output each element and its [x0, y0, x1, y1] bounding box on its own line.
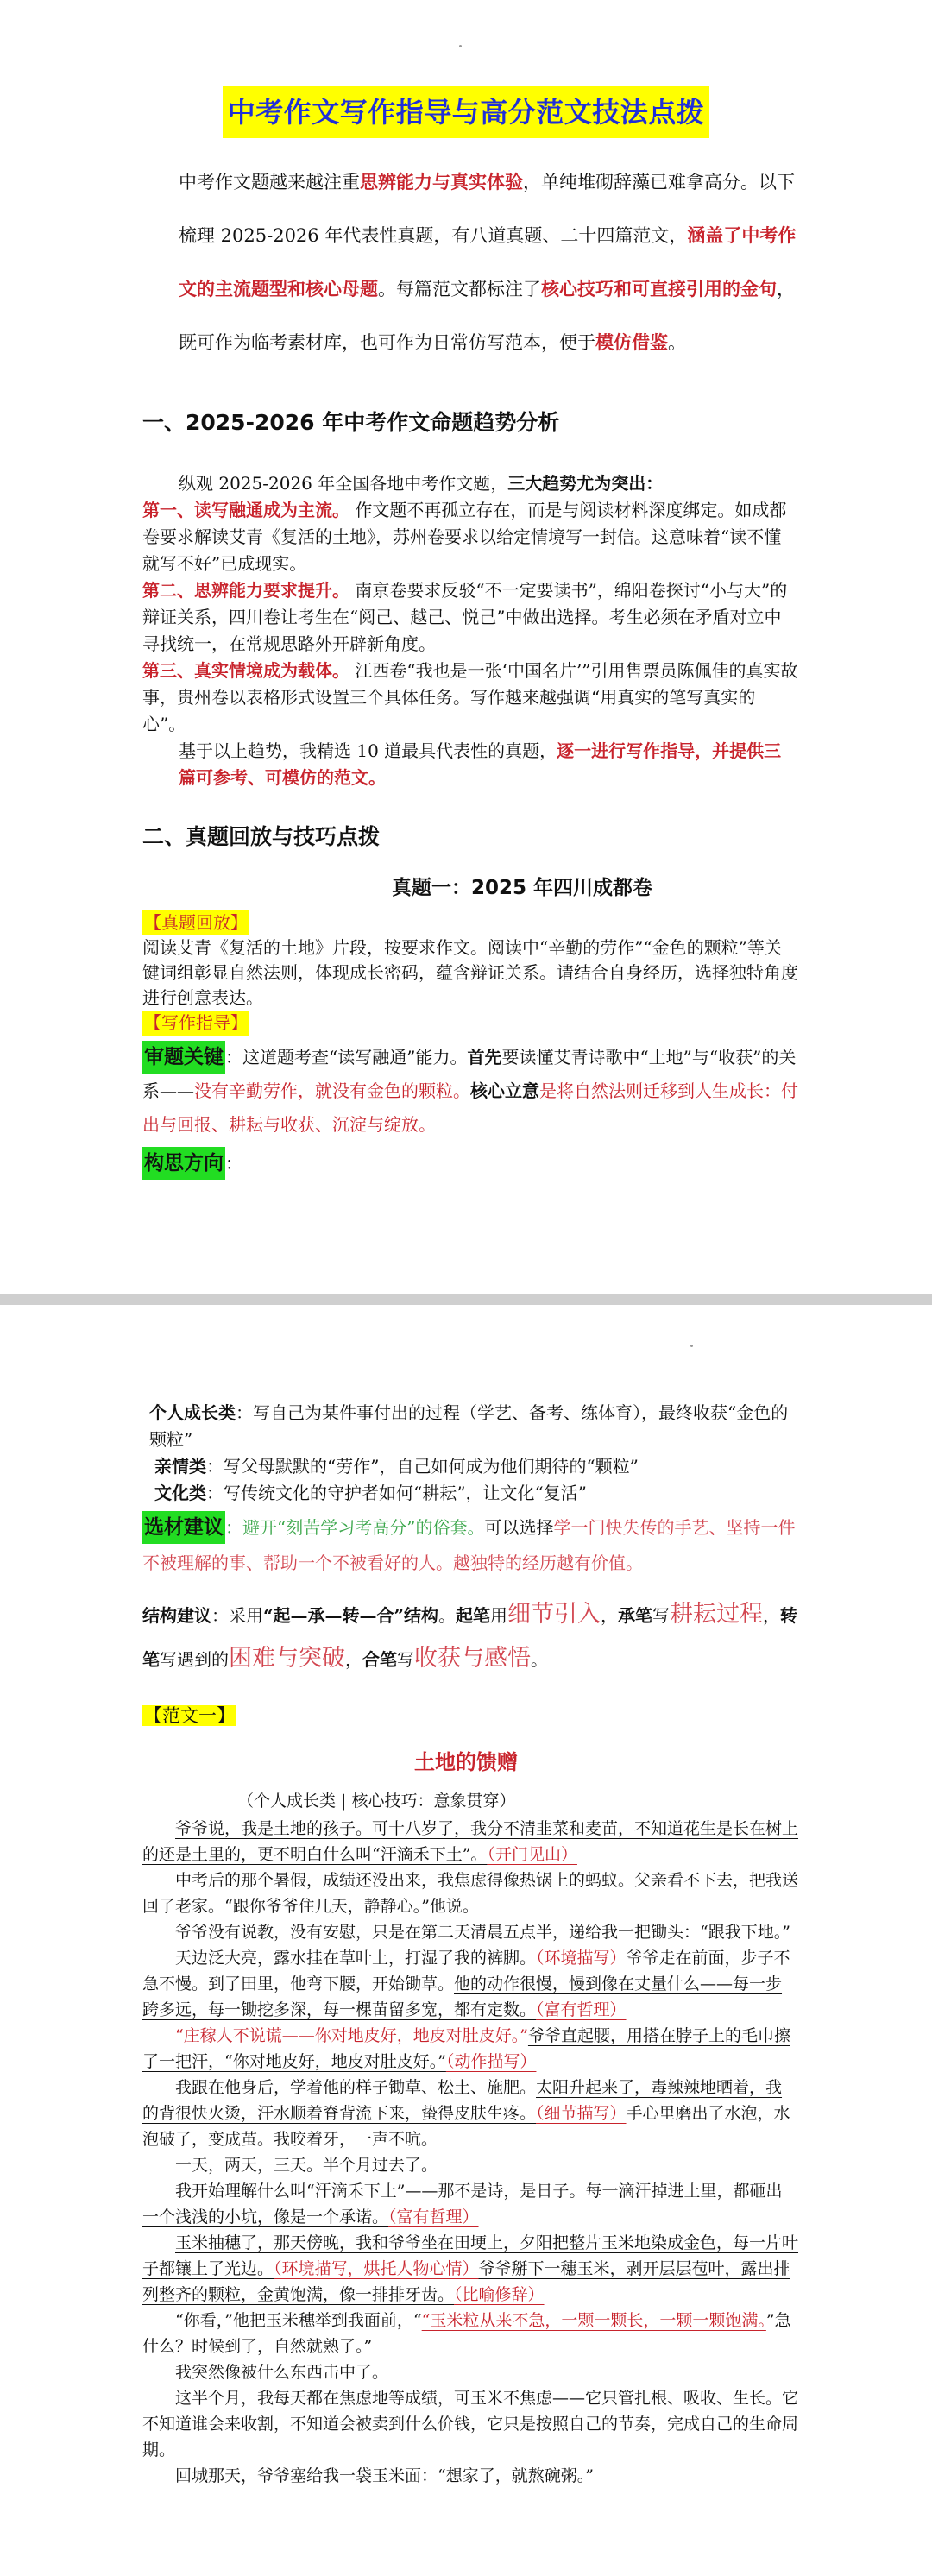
essay-paragraph [142, 2308, 798, 2359]
essay-tag-label: 【范文一】 [144, 1705, 235, 1726]
direction-text: ：写自己为某件事付出的过程（学艺、备考、练体育），最终收获“金色的颗粒” [149, 1402, 789, 1450]
text-run: 要读懂艾青诗歌中“土地”与“收获”的关系—— [142, 1047, 797, 1101]
structure-paragraph [142, 1593, 798, 1681]
trend-lead-text: 纵观 2025-2026 年全国各地中考作文题， [179, 473, 508, 494]
text-run: “起—承—转—合”结构 [263, 1605, 439, 1626]
text-run: ， [763, 1605, 781, 1626]
text-run: 爷爷掰下一穗玉米，剥开层层苞叶，露出排列整齐的颗粒，金黄饱满，像一排排牙齿。 [142, 2259, 790, 2304]
question-1-title: 真题一：2025 年四川成都卷 [391, 877, 653, 899]
text-run: “庄稼人不说谎——你对地皮好，地皮对肚皮好。” [175, 2026, 528, 2045]
trend-head: 第三、真实情境成为载体。 [142, 660, 350, 681]
text-run: “玉米粒从来不急，一颗一颗长，一颗一颗饱满。 [421, 2311, 766, 2330]
document-title: 中考作文写作指导与高分范文技法点拨 [223, 86, 710, 138]
text-run: 爷爷走在前面，步子不急不慢。到了田里，他弯下腰，开始锄草。 [142, 1949, 790, 1993]
text-run: 写遇到的 [160, 1649, 229, 1670]
text-run: （富有哲理） [536, 2000, 627, 2019]
text-run: 越独特的经历越有价值。 [453, 1553, 643, 1573]
text-run: ，单纯堆砌辞藻已难拿高分。以下梳理 2025-2026 年代表性真题，有八道真题、二十四篇范文， [179, 172, 795, 246]
text-run: 玉米抽穗了，那天傍晚，我和爷爷坐在田埂上，夕阳把整片玉米地染成金色，每一片叶子都镶上了光边。 [142, 2233, 799, 2278]
text-run: （比喻修辞） [454, 2285, 545, 2304]
essay-tag [142, 1702, 236, 1728]
direction-text: ：写父母默默的“劳作”，自己如何成为他们期待的“颗粒” [206, 1456, 639, 1477]
text-run: （环境描写，烘托人物心情） [274, 2259, 479, 2278]
keyword-analysis: 审题关键 [142, 1041, 225, 1074]
text-run: （富有哲理） [388, 2208, 479, 2226]
keyword-idea: 构思方向 [142, 1147, 225, 1180]
text-run: 我跟在他身后，学着他的样子锄草、松土、施肥。 [175, 2078, 537, 2097]
essay-paragraph [142, 2359, 798, 2385]
text-run: （开门见山） [487, 1845, 577, 1864]
title-wrap [0, 86, 932, 138]
text-run: （动作描写） [445, 2052, 537, 2071]
essay-paragraph [142, 2152, 798, 2178]
direction-item [142, 1400, 798, 1453]
trend-head: 第二、思辨能力要求提升。 [142, 580, 350, 601]
text-run: ：避开“刻苦学习考高分”的俗套。 [225, 1517, 485, 1538]
text-run: 承笔 [618, 1605, 653, 1626]
essay-paragraph [142, 2463, 798, 2489]
text-run: 。 [668, 332, 686, 353]
direction-text: ：写传统文化的守护者如何“耕耘”，让文化“复活” [206, 1483, 587, 1503]
essay-paragraph [142, 2178, 798, 2230]
text-run: “你看，”他把玉米穗举到我面前，“ [175, 2311, 422, 2330]
trend-text: 江西卷“我也是一张‘中国名片’”引用售票员陈佩佳的真实故事，贵州卷以表格形式设置三个具体任务。写作越来越强调“用真实的笔写真实的心”。 [142, 660, 798, 734]
essay-paragraph [142, 2230, 798, 2308]
analysis-paragraph [142, 1041, 798, 1142]
trend-close [142, 738, 798, 791]
page-separator [0, 1294, 932, 1305]
text-run: 写 [397, 1649, 414, 1670]
text-run: 。 [531, 1649, 548, 1670]
suggestion-block [142, 1400, 798, 1681]
text-run: 学一门快失传的手艺、坚持一件不被理解的事、帮助一个不被看好的人。 [142, 1517, 796, 1573]
text-run: 我开始理解什么叫“汗滴禾下土”——那不是诗，是日子。 [175, 2182, 586, 2201]
page-mark [459, 45, 462, 47]
text-run: 可以选择 [484, 1517, 554, 1538]
trend-close-text: 基于以上趋势，我精选 10 道最具代表性的真题， [179, 740, 557, 761]
text-run: 他的动作很慢，慢到像在丈量什么——每一步跨多远，每一锄挖多深，每一棵苗留多宽，都有定数。 [142, 1975, 783, 2019]
essay-subtitle: （个人成长类 | 核心技巧：意象贯穿） [237, 1792, 516, 1811]
trend-lead [142, 470, 798, 497]
material-text [142, 1517, 795, 1573]
text-run: 首先 [467, 1047, 502, 1068]
text-run: 我突然像被什么东西击中了。 [175, 2363, 389, 2382]
essay-paragraph [142, 1945, 798, 2023]
text-run: 这半个月，我每天都在焦虑地等成绩，可玉米不焦虑——它只管扎根、吸收、生长。它不知道谁会来收割，不知道会被卖到什么价钱，它只是按照自己的节奏，完成自己的生命周期。 [142, 2389, 799, 2459]
section-heading-questions: 二、真题回放与技巧点拨 [142, 824, 381, 849]
text-run: 涵盖了中考作文的主流题型和核心母题 [179, 224, 797, 299]
tag-guide: 【写作指导】 [142, 1011, 249, 1036]
essay-paragraph [142, 2075, 798, 2152]
text-run: 收获与感悟 [414, 1645, 531, 1672]
trend-close-red: 逐一进行写作指导，并提供三篇可参考、可模仿的范文。 [179, 740, 782, 788]
trend-item [142, 658, 798, 738]
text-run: 结构建议 [142, 1605, 211, 1626]
text-run: 是将自然法则迁移到人生成长：付出与回报、耕耘与收获、沉淀与绽放。 [142, 1080, 798, 1135]
text-run: 太阳升起来了，毒辣辣地晒着，我的背很快火烫，汗水顺着脊背流下来，蛰得皮肤生疼。 [142, 2078, 783, 2123]
essay-paragraph [142, 1919, 798, 1945]
question-1-block [142, 910, 798, 1181]
text-run: 用 [490, 1605, 508, 1626]
question-review-text: 阅读艾青《复活的土地》片段，按要求作文。阅读中“辛勤的劳作”“金色的颗粒”等关键词组彰显自然法则，体现成长密码，蕴含辩证关系。请结合自身经历，选择独特角度进行创意表达。 [142, 937, 798, 1008]
direction-item [142, 1480, 798, 1507]
direction-item [142, 1453, 798, 1480]
text-run: ， [601, 1605, 619, 1626]
trend-item [142, 577, 798, 658]
trend-head: 第一、读写融通成为主流。 [142, 500, 350, 520]
intro-paragraph [142, 155, 798, 369]
text-run: 每一滴汗掉进土里，都砸出一个浅浅的小坑，像是一个承诺。 [142, 2182, 783, 2226]
essay-paragraph [142, 2385, 798, 2463]
text-run: 核心技巧和可直接引用的金句 [541, 278, 777, 299]
text-run: 思辨能力与真实体验 [360, 171, 523, 192]
text-run: 困难与突破 [229, 1645, 345, 1672]
essay-body [142, 1816, 798, 2489]
page-mark [690, 1345, 693, 1347]
text-run: 爷爷说，我是土地的孩子。可十八岁了，我分不清韭菜和麦苗，不知道花生是长在树上的还是土里的，更不明白什么叫“汗滴禾下土”。 [142, 1819, 799, 1864]
keyword-material: 选材建议 [142, 1511, 225, 1544]
text-run: （细节描写） [536, 2104, 627, 2123]
material-paragraph [142, 1510, 798, 1581]
essay-paragraph [142, 1816, 798, 1867]
text-run: 。 [438, 1605, 457, 1626]
direction-label: 亲情类 [154, 1456, 206, 1477]
text-run: 回城那天，爷爷塞给我一袋玉米面：“想家了，就熬碗粥。” [175, 2466, 594, 2485]
text-run: 耕耘过程 [670, 1601, 764, 1628]
tag-review: 【真题回放】 [142, 910, 249, 935]
text-run: ，既可作为临考素材库，也可作为日常仿写范本，便于 [179, 279, 795, 353]
idea-paragraph [142, 1147, 798, 1181]
text-run: ：这道题考查“读写融通”能力。 [225, 1047, 468, 1068]
text-run: 合笔 [362, 1649, 397, 1670]
text-run: ：采用 [211, 1605, 263, 1626]
intro-text [142, 155, 798, 369]
trend-text: 南京卷要求反驳“不一定要读书”，绵阳卷探讨“小与大”的辩证关系，四川卷让考生在“阅己、越己、悦己”中做出选择。考生必须在矛盾对立中寻找统一，在常规思路外开辟新角度。 [142, 580, 788, 654]
text-run: 写 [652, 1605, 671, 1626]
essay-paragraph [142, 1867, 798, 1919]
text-run: 核心立意 [470, 1080, 539, 1101]
text-run: （环境描写） [536, 1949, 627, 1968]
text-run: 没有辛勤劳作，就没有金色的颗粒。 [194, 1080, 470, 1101]
text-run: 细节引入 [507, 1601, 601, 1628]
document-page-2 [0, 1305, 932, 2576]
text-run: 转笔 [142, 1605, 798, 1670]
text-run: 中考作文题越来越注重 [179, 172, 360, 192]
essay-paragraph [142, 2023, 798, 2075]
text-run: ”急什么？时候到了，自然就熟了。” [142, 2311, 791, 2356]
section-heading-trends: 一、2025-2026 年中考作文命题趋势分析 [142, 410, 560, 435]
trend-text: 作文题不再孤立存在，而是与阅读材料深度绑定。如成都卷要求解读艾青《复活的土地》，苏州卷要求以给定情境写一封信。这意味着“读不懂就写不好”已成现实。 [142, 500, 787, 574]
text-run: 爷爷直起腰，用搭在脖子上的毛巾擦了一把汗，“你对地皮好，地皮对肚皮好。” [142, 2026, 790, 2071]
text-run: 爷爷没有说教，没有安慰，只是在第二天清晨五点半，递给我一把锄头：“跟我下地。” [175, 1923, 790, 1942]
text-run: 天边泛大亮，露水挂在草叶上，打湿了我的裤脚。 [175, 1949, 537, 1968]
trend-item [142, 497, 798, 577]
idea-suffix: ： [225, 1153, 242, 1174]
text-run: ， [345, 1649, 362, 1670]
text-run: 手心里磨出了水泡，水泡破了，变成茧。我咬着牙，一声不吭。 [142, 2104, 790, 2149]
text-run: 中考后的那个暑假，成绩还没出来，我焦虑得像热锅上的蚂蚁。父亲看不下去，把我送回了老家。“跟你爷爷住几天，静静心。”他说。 [142, 1871, 799, 1916]
direction-label: 个人成长类 [149, 1402, 236, 1423]
trend-lead-bold: 三大趋势尤为突出： [507, 473, 664, 494]
text-run: 。每篇范文都标注了 [378, 279, 541, 299]
text-run: 起笔 [456, 1605, 491, 1626]
direction-label: 文化类 [154, 1483, 206, 1503]
analysis-text [142, 1047, 798, 1135]
text-run: 一天，两天，三天。半个月过去了。 [175, 2156, 438, 2175]
trends-block [142, 470, 798, 791]
essay-title: 土地的馈赠 [414, 1750, 518, 1774]
text-run: 模仿借鉴 [595, 331, 668, 353]
